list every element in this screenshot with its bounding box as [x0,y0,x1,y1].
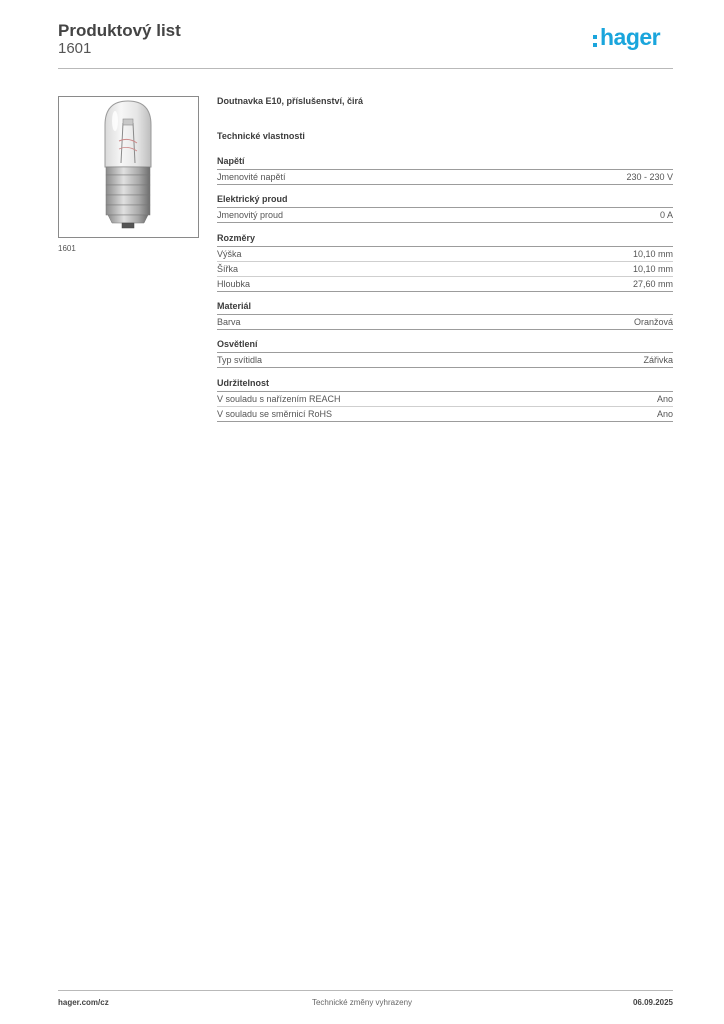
header-divider [58,68,673,69]
spec-group-current [217,194,673,223]
spec-value: 10,10 mm [632,264,673,274]
spec-label: Typ svítidla [217,355,263,365]
spec-row [217,277,673,292]
spec-group-voltage [217,156,673,185]
logo-dot-bottom [593,43,597,47]
bulb-illustration [59,97,198,237]
spec-group-material [217,301,673,330]
spec-row [217,208,673,223]
spec-label: Jmenovité napětí [217,172,286,182]
product-code: 1601 [58,40,92,57]
spec-label: Hloubka [217,279,251,289]
spec-value: 27,60 mm [632,279,673,289]
image-caption: 1601 [58,244,76,253]
group-title: Elektrický proud [217,194,673,208]
spec-value: Oranžová [633,317,673,327]
group-title: Udržitelnost [217,378,673,392]
spec-row [217,262,673,277]
spec-label: Barva [217,317,241,327]
footer-website-link[interactable]: hager.com/cz [58,998,109,1007]
spec-value: Zářivka [643,355,673,365]
logo-wordmark: hager [600,24,661,50]
group-title: Materiál [217,301,673,315]
product-name: Doutnavka E10, příslušenství, čirá [217,96,364,106]
spec-label: V souladu se směrnicí RoHS [217,409,333,419]
spec-label: Jmenovitý proud [217,210,284,220]
spec-row [217,170,673,185]
page-title: Produktový list [58,21,181,40]
spec-value: 10,10 mm [632,249,673,259]
spec-label: V souladu s nařízením REACH [217,394,341,404]
footer-date: 06.09.2025 [632,998,673,1007]
spec-row [217,392,673,407]
spec-value: 230 - 230 V [626,172,673,182]
group-title: Napětí [217,156,673,170]
footer-disclaimer: Technické změny vyhrazeny [311,998,413,1007]
footer-divider [58,990,673,991]
spec-row [217,315,673,330]
spec-group-dimensions [217,233,673,292]
spec-label: Výška [217,249,242,259]
logo-dot-top [593,35,597,39]
spec-group-sustainability [217,378,673,422]
spec-value: Ano [656,409,673,419]
hager-logo[interactable] [593,24,673,56]
section-title: Technické vlastnosti [217,131,305,141]
spec-row [217,247,673,262]
spec-row [217,353,673,368]
spec-row [217,407,673,422]
spec-label: Šířka [217,264,239,274]
spec-value: Ano [656,394,673,404]
group-title: Osvětlení [217,339,673,353]
spec-group-lighting [217,339,673,368]
spec-value: 0 A [659,210,673,220]
product-image [58,96,199,238]
group-title: Rozměry [217,233,673,247]
